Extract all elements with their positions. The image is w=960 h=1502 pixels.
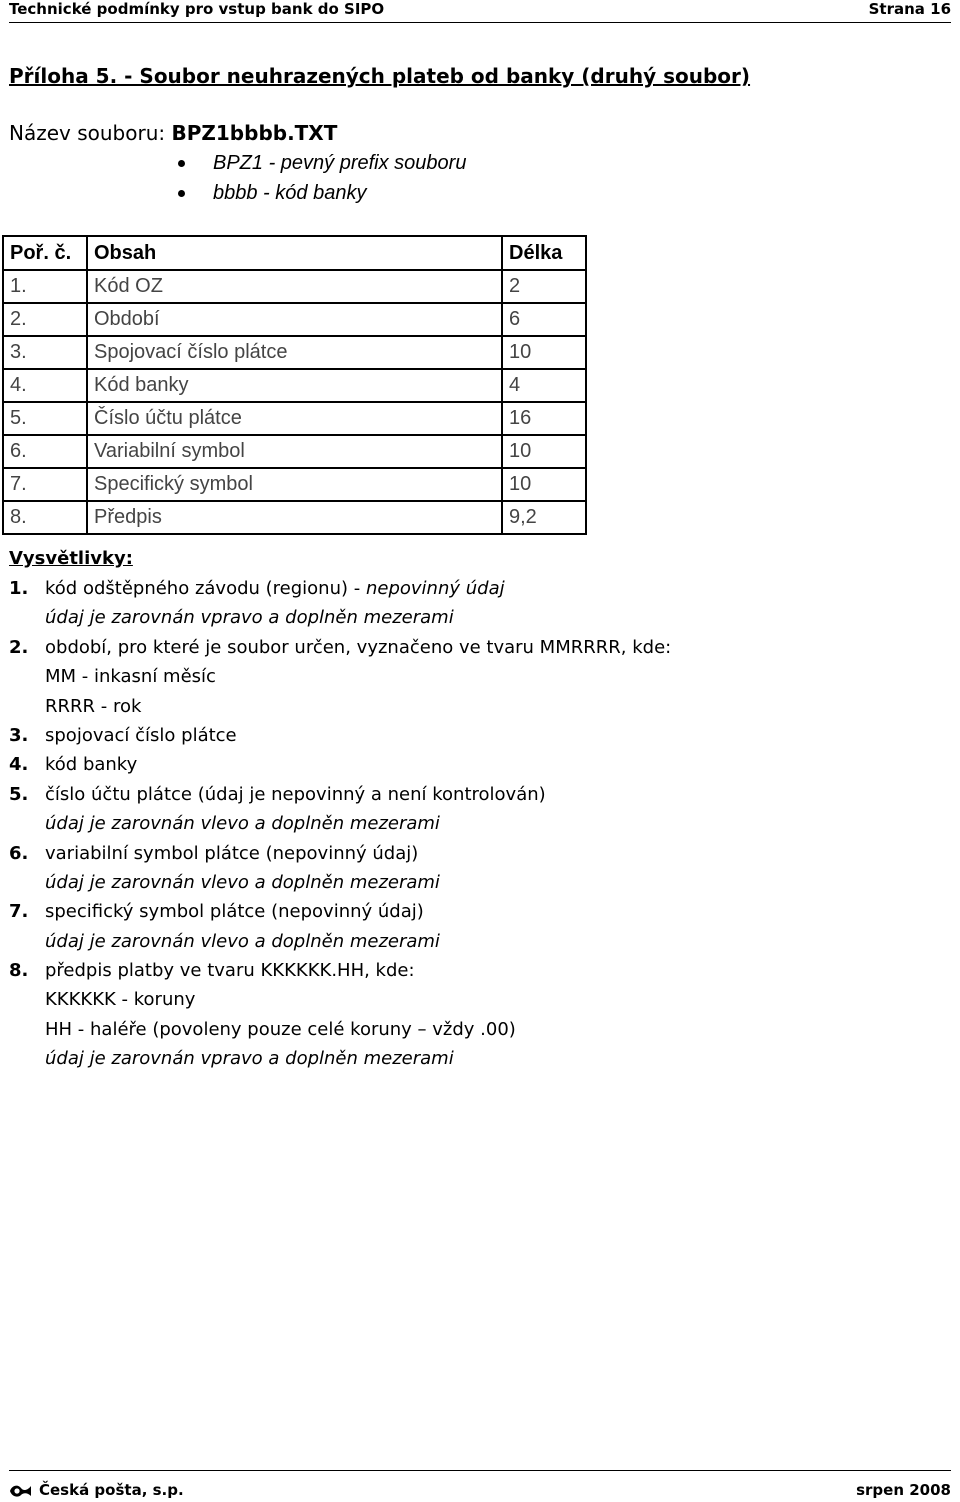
table-cell: 10 <box>502 435 586 468</box>
document-title: Technické podmínky pro vstup bank do SIPO <box>9 0 385 18</box>
legend-item <box>9 574 949 603</box>
legend-item-text <box>9 813 440 834</box>
legend-item-text <box>9 843 418 864</box>
header-divider <box>9 22 951 23</box>
table-row <box>3 270 586 303</box>
filename-label: Název souboru: <box>9 121 172 145</box>
table-cell: 2. <box>3 303 87 336</box>
legend-item-text <box>9 637 671 658</box>
legend-item <box>9 780 949 809</box>
legend-item <box>9 927 949 956</box>
legend-item-plain-text: období, pro které je soubor určen, vyznačeno ve tvaru MMRRRR, kde: <box>45 636 672 658</box>
table-cell: 5. <box>3 402 87 435</box>
table-header-row <box>3 236 586 270</box>
table-row <box>3 369 586 402</box>
legend-item-italic-text: údaj je zarovnán vlevo a doplněn mezerami <box>45 813 440 835</box>
table-cell: Předpis <box>87 501 502 534</box>
legend-item-text <box>9 872 440 893</box>
legend-item-plain-text: specifický symbol plátce (nepovinný údaj) <box>45 901 424 923</box>
legend-item <box>9 839 949 868</box>
legend-item-plain-text: variabilní symbol plátce (nepovinný údaj) <box>45 842 419 864</box>
table-cell: 4. <box>3 369 87 402</box>
table-cell: 10 <box>502 336 586 369</box>
legend-item <box>9 721 949 750</box>
legend-item-text <box>9 1048 454 1069</box>
legend-item-number: 3. <box>9 724 29 746</box>
table-cell: 10 <box>502 468 586 501</box>
legend-item-number: 1. <box>9 578 29 599</box>
table-row <box>3 435 586 468</box>
table-cell: 6 <box>502 303 586 336</box>
table-cell: Spojovací číslo plátce <box>87 336 502 369</box>
legend-item-text <box>9 666 216 687</box>
legend-item-plain-text: číslo účtu plátce (údaj je nepovinný a není kontrolován) <box>45 783 546 805</box>
legend-item-number: 4. <box>9 754 29 776</box>
legend-item-plain-text: HH - haléře (povoleny pouze celé koruny – vždy .00) <box>45 1018 516 1040</box>
legend-item-text <box>9 784 546 805</box>
legend-item-number: 8. <box>9 960 29 982</box>
page-number: Strana 16 <box>868 0 951 18</box>
legend-title: Vysvětlivky: <box>9 548 133 569</box>
legend-item-text <box>9 931 440 952</box>
legend-item-text <box>9 989 195 1010</box>
table-cell: Variabilní symbol <box>87 435 502 468</box>
legend-item-italic-text: údaj je zarovnán vpravo a doplněn mezerami <box>45 1048 454 1070</box>
legend-item <box>9 692 949 721</box>
table-cell: 1. <box>3 270 87 303</box>
legend-item-text <box>9 960 415 981</box>
column-header-length: Délka <box>502 236 586 270</box>
legend-item <box>9 809 949 838</box>
legend-item-plain-text: předpis platby ve tvaru KKKKKK.HH, kde: <box>45 960 415 982</box>
table-cell: 7. <box>3 468 87 501</box>
legend-item-text <box>9 696 141 717</box>
footer-date: srpen 2008 <box>856 1481 951 1499</box>
table-cell: 6. <box>3 435 87 468</box>
legend-item-text <box>9 1019 516 1040</box>
legend-item-number: 7. <box>9 901 29 923</box>
table-cell: Kód OZ <box>87 270 502 303</box>
column-header-order: Poř. č. <box>3 236 87 270</box>
legend-item <box>9 897 949 926</box>
legend-item-italic-text: údaj je zarovnán vlevo a doplněn mezerami <box>45 930 440 952</box>
posthorn-logo-icon <box>9 1482 33 1500</box>
legend-item-italic-text: údaj je zarovnán vlevo a doplněn mezerami <box>45 871 440 893</box>
table-cell: Číslo účtu plátce <box>87 402 502 435</box>
table-cell: Specifický symbol <box>87 468 502 501</box>
legend-list <box>9 574 949 1074</box>
legend-item-number: 5. <box>9 783 29 805</box>
table-row <box>3 501 586 534</box>
filename-value: BPZ1bbbb.TXT <box>171 121 338 145</box>
legend-item-plain-text: kód banky <box>45 754 138 776</box>
bullet-item: BPZ1 - pevný prefix souboru <box>178 148 466 178</box>
table-cell: 8. <box>3 501 87 534</box>
legend-item <box>9 603 949 632</box>
legend-item <box>9 956 949 985</box>
table-row <box>3 468 586 501</box>
legend-item <box>9 868 949 897</box>
filename-line <box>9 121 337 145</box>
legend-item-text <box>9 607 454 628</box>
filename-bullets <box>178 148 466 208</box>
legend-item <box>9 1015 949 1044</box>
legend-item-text <box>9 725 237 746</box>
legend-item <box>9 662 949 691</box>
legend-item <box>9 985 949 1014</box>
legend-item-number: 2. <box>9 636 29 658</box>
legend-item-plain-text: spojovací číslo plátce <box>45 724 237 746</box>
footer-divider <box>9 1470 951 1471</box>
legend-item-plain-text: KKKKKK - koruny <box>45 989 196 1011</box>
table-row <box>3 402 586 435</box>
legend-item-text <box>9 901 424 922</box>
legend-item-italic-text: údaj je zarovnán vpravo a doplněn mezerami <box>45 607 454 629</box>
table-cell: 16 <box>502 402 586 435</box>
legend-item-plain-text: kód odštěpného závodu (regionu) - <box>45 578 366 599</box>
appendix-title: Příloha 5. - Soubor neuhrazených plateb od banky (druhý soubor) <box>9 64 751 88</box>
record-structure-table <box>2 235 587 535</box>
legend-item <box>9 750 949 779</box>
table-cell: 4 <box>502 369 586 402</box>
table-cell: 3. <box>3 336 87 369</box>
table-cell: 2 <box>502 270 586 303</box>
bullet-item: bbbb - kód banky <box>178 178 466 208</box>
legend-item-number: 6. <box>9 842 29 864</box>
table-cell: 9,2 <box>502 501 586 534</box>
table-cell: Kód banky <box>87 369 502 402</box>
legend-item-text <box>9 578 505 599</box>
legend-item <box>9 1044 949 1073</box>
column-header-content: Obsah <box>87 236 502 270</box>
legend-item-plain-text: RRRR - rok <box>45 695 142 717</box>
table-cell: Období <box>87 303 502 336</box>
footer-company-name: Česká pošta, s.p. <box>39 1481 184 1499</box>
table-row <box>3 303 586 336</box>
table-row <box>3 336 586 369</box>
legend-item <box>9 633 949 662</box>
legend-item-italic-text: nepovinný údaj <box>365 578 505 599</box>
legend-item-plain-text: MM - inkasní měsíc <box>45 666 216 688</box>
footer-company <box>9 1480 184 1500</box>
